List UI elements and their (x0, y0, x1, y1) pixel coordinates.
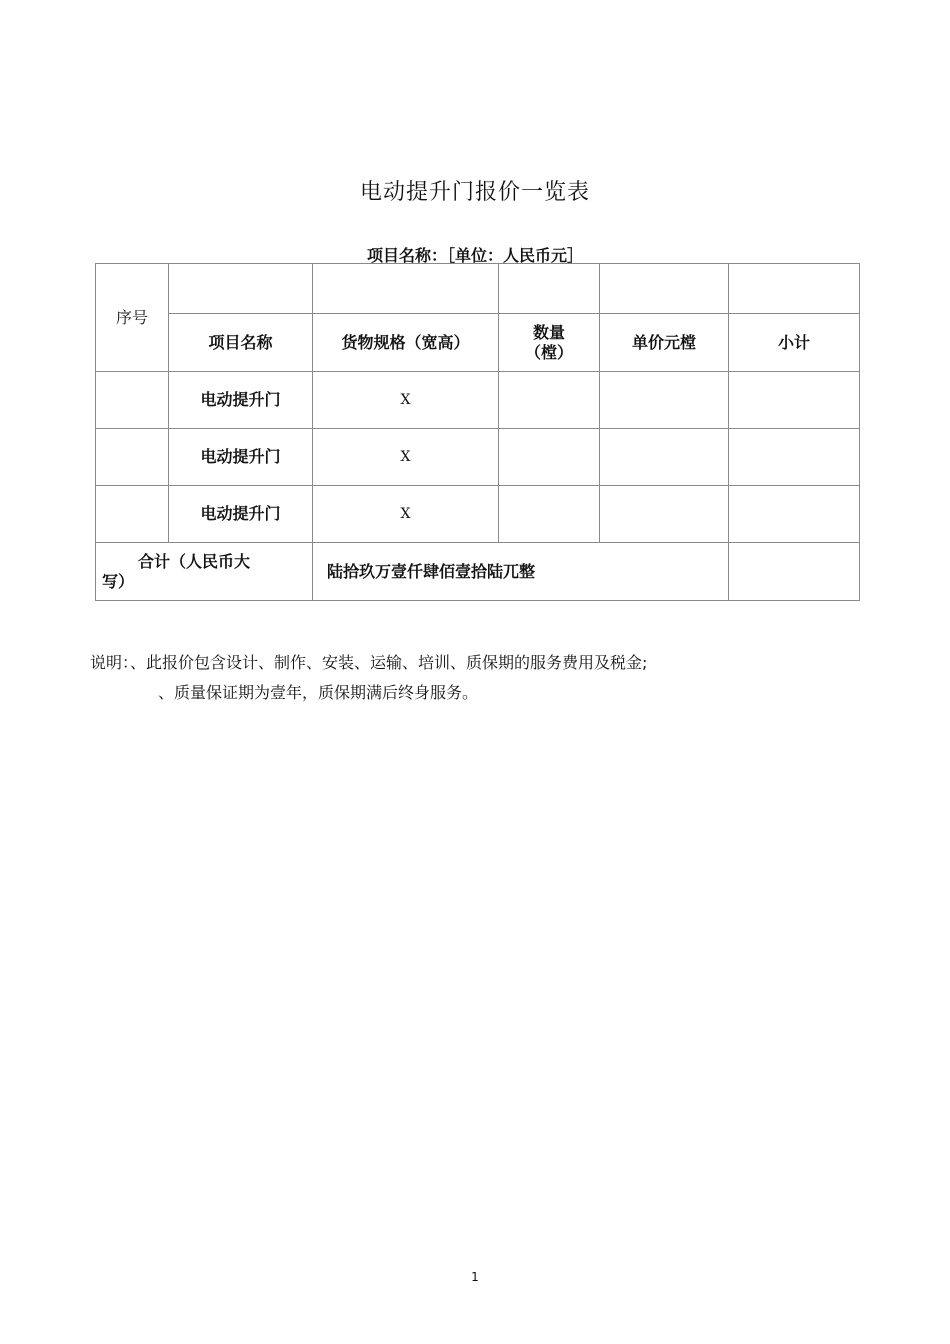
row-unit-price (600, 429, 729, 486)
row-subtotal (729, 372, 860, 429)
row-spec: X (313, 372, 499, 429)
row-spec: X (313, 429, 499, 486)
header-seq: 序号 (96, 264, 169, 372)
row-seq (96, 372, 169, 429)
header-blank-cell (313, 264, 499, 314)
note-line-2: 、质量保证期为壹年，质保期满后终身服务。 (158, 683, 479, 702)
page-title: 电动提升门报价一览表 (359, 180, 590, 205)
header-blank-cell (729, 264, 860, 314)
row-name: 电动提升门 (169, 372, 313, 429)
header-qty-line1: 数量 (532, 322, 565, 342)
notes (90, 648, 647, 708)
row-spec: X (313, 486, 499, 543)
table-row (96, 486, 860, 543)
header-qty-line2: （樘） (524, 342, 573, 362)
row-name: 电动提升门 (169, 486, 313, 543)
header-row (96, 314, 860, 372)
row-unit-price (600, 372, 729, 429)
row-seq (96, 486, 169, 543)
total-row (96, 543, 860, 601)
header-row-top (96, 264, 860, 314)
project-subtitle: 项目名称：［单位：人民币元］ (366, 246, 583, 265)
row-qty (499, 372, 600, 429)
header-blank-cell (169, 264, 313, 314)
total-value (729, 543, 860, 601)
total-label (96, 543, 313, 601)
header-spec: 货物规格（宽高） (313, 314, 499, 372)
total-label-line2: 写） (102, 571, 135, 591)
row-name: 电动提升门 (169, 429, 313, 486)
total-amount-words: 陆拾玖万壹仟肆佰壹拾陆兀整 (313, 543, 729, 601)
row-qty (499, 429, 600, 486)
row-qty (499, 486, 600, 543)
page-number: 1 (471, 1270, 479, 1284)
row-seq (96, 429, 169, 486)
total-label-line1: 合计（人民币大 (138, 551, 251, 571)
row-subtotal (729, 429, 860, 486)
table-row (96, 429, 860, 486)
row-unit-price (600, 486, 729, 543)
header-name: 项目名称 (169, 314, 313, 372)
header-blank-cell (600, 264, 729, 314)
header-subtotal: 小计 (729, 314, 860, 372)
table-row (96, 372, 860, 429)
header-blank-cell (499, 264, 600, 314)
quote-table (95, 263, 860, 601)
note-line-1: 说明：、此报价包含设计、制作、安装、运输、培训、质保期的服务费用及税金; (90, 653, 648, 672)
header-qty (499, 314, 600, 372)
row-subtotal (729, 486, 860, 543)
header-unit-price: 单价元樘 (600, 314, 729, 372)
